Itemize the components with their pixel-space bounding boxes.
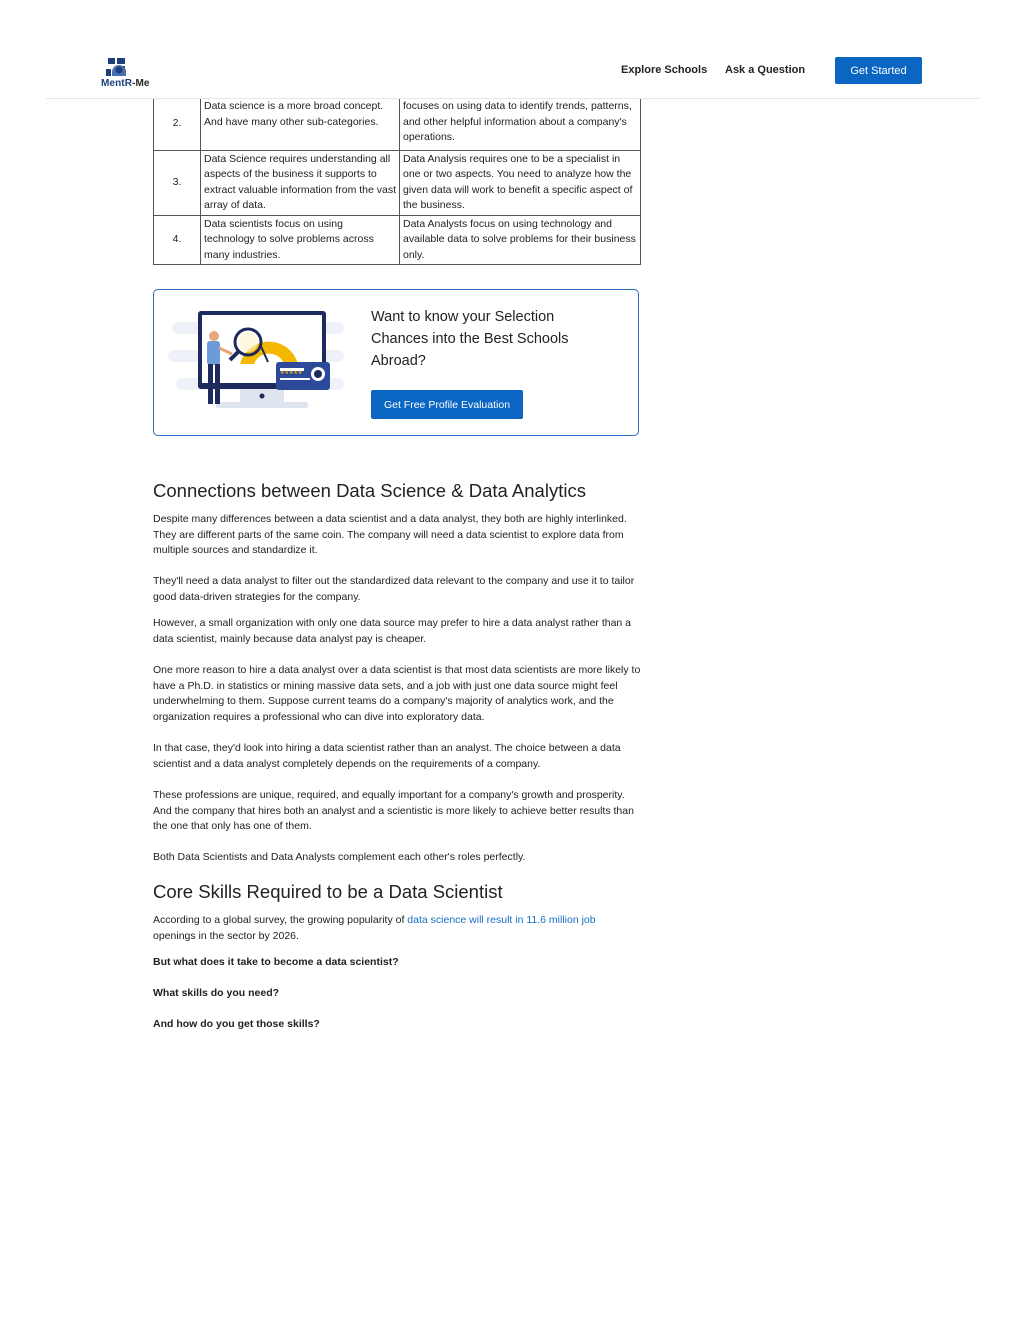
paragraph: Both Data Scientists and Data Analysts complement each other's roles perfectly. <box>153 851 526 863</box>
paragraph: However, a small organization with only one data source may prefer to hire a data analyst rather than a data scientist, mainly because data analyst pay is cheaper. <box>153 617 632 645</box>
rating-stars: ★★★★★ <box>280 370 303 376</box>
get-free-profile-evaluation-button[interactable]: Get Free Profile Evaluation <box>371 390 523 419</box>
nav-ask-question[interactable]: Ask a Question <box>725 64 806 76</box>
banner-title: Want to know your Selection Chances into the Best Schools Abroad? <box>371 309 569 369</box>
table-cell-data-science: Data science is a more broad concept. And have many other sub-categories. <box>201 98 400 150</box>
profile-evaluation-banner <box>153 289 639 436</box>
table-cell-data-science: Data scientists focus on using technology to solve problems across many industries. <box>201 215 400 265</box>
logo-text: MentR-Me <box>101 78 150 89</box>
get-started-button[interactable]: Get Started <box>835 57 922 84</box>
table-cell-data-analytics: focuses on using data to identify trends, patterns, and other helpful information about a company's operations. <box>400 98 641 150</box>
row-number: 4. <box>154 215 201 265</box>
analytics-illustration-icon <box>168 308 348 416</box>
section-heading-connections: Connections between Data Science & Data Analytics <box>153 480 586 501</box>
paragraph: These professions are unique, required, and equally important for a company's growth and prosperity. And the company that hires both an analyst and a scientistic is more likely to achieve better results than the one that only has one of them. <box>153 789 634 833</box>
paragraph: They'll need a data analyst to filter out the standardized data relevant to the company and use it to tailor good data-driven strategies for the company. <box>153 575 635 603</box>
nav-explore-schools[interactable]: Explore Schools <box>621 64 708 76</box>
table-cell-data-analytics: Data Analysts focus on using technology and available data to solve problems for their business only. <box>400 215 641 265</box>
comparison-table <box>153 98 641 265</box>
paragraph: Despite many differences between a data scientist and a data analyst, they both are highly interlinked. They are different parts of the same coin. The company will need a data scientist to explore data from multiple sources and standardize it. <box>153 513 627 557</box>
table-cell-data-analytics: Data Analysis requires one to be a specialist in one or two aspects. You need to analyze how the given data will work to benefit a specific aspect of the business. <box>400 150 641 215</box>
paragraph: In that case, they'd look into hiring a data scientist rather than an analyst. The choice between a data scientist and a data analyst completely depends on the requirements of a company. <box>153 742 621 770</box>
intro-text: openings in the sector by 2026. <box>153 929 299 942</box>
site-header <box>46 44 980 99</box>
table-row <box>154 215 641 265</box>
row-number: 3. <box>154 150 201 215</box>
paragraph-intro <box>153 913 641 944</box>
intro-text: According to a global survey, the growing popularity of <box>153 914 408 926</box>
table-row <box>154 150 641 215</box>
paragraph: One more reason to hire a data analyst over a data scientist is that most data scientists are more likely to have a Ph.D. in statistics or mining massive data sets, and a job with just one data source might feel underwhelming to them. Suppose current teams do a company's majority of analytics work, and the organization requires a professional who can dive into exploratory data. <box>153 664 641 723</box>
data-science-jobs-link[interactable]: data science will result in 11.6 million job <box>407 914 596 926</box>
question-text: What skills do you need? <box>153 987 280 999</box>
section-heading-core-skills: Core Skills Required to be a Data Scientist <box>153 881 503 902</box>
table-cell-data-science: Data Science requires understanding all aspects of the business it supports to extract valuable information from the vast array of data. <box>201 150 400 215</box>
row-number: 2. <box>154 98 201 150</box>
table-row <box>154 98 641 150</box>
question-text: And how do you get those skills? <box>153 1018 320 1030</box>
question-text: But what does it take to become a data scientist? <box>153 956 399 968</box>
